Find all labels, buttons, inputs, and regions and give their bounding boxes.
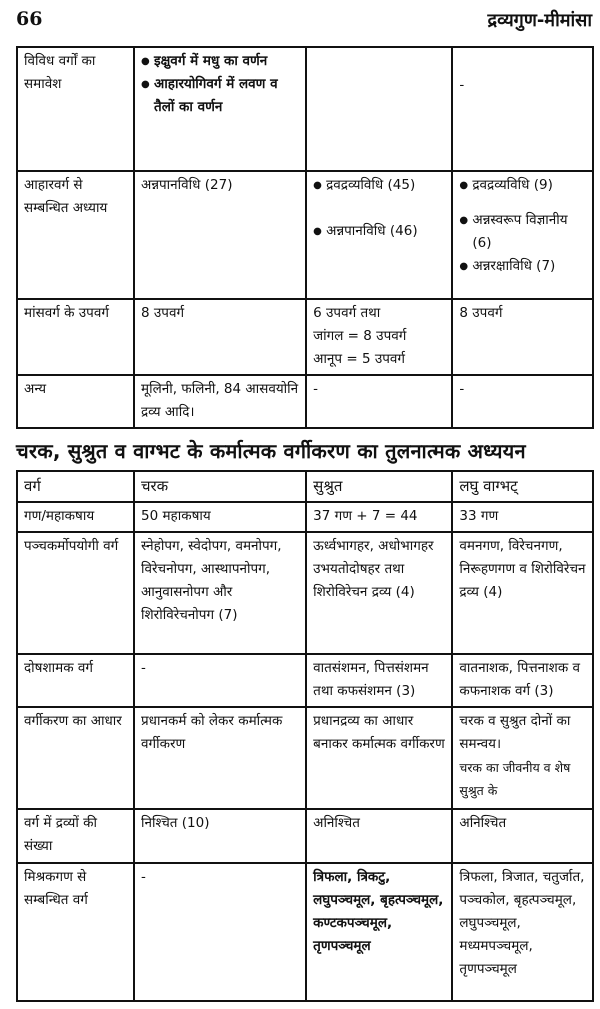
column-header: वर्ग xyxy=(17,471,134,502)
row-label: मांसवर्ग के उपवर्ग xyxy=(17,299,134,375)
cell-line: चरक का जीवनीय व शेष सुश्रुत के xyxy=(459,760,571,798)
vagbhat-cell: - xyxy=(452,47,593,171)
table-row xyxy=(17,299,593,375)
charak-cell: - xyxy=(134,863,306,1001)
charak-cell: निश्चित (10) xyxy=(134,809,306,863)
section-title: चरक, सुश्रुत व वाग्भट के कर्मात्मक वर्गीकरण का तुलनात्मक अध्ययन xyxy=(16,439,526,463)
page-number: 66 xyxy=(16,8,43,30)
row-label: वर्गीकरण का आधार xyxy=(17,707,134,809)
table-row xyxy=(17,654,593,707)
row-label: दोषशामक वर्ग xyxy=(17,654,134,707)
sushrut-cell xyxy=(306,47,452,171)
table-row xyxy=(17,809,593,863)
comparison-table-karma xyxy=(16,470,594,1002)
charak-cell: 50 महाकषाय xyxy=(134,502,306,532)
table-row xyxy=(17,532,593,654)
table-row xyxy=(17,502,593,532)
list-item: ● आहारयोगिवर्ग में लवण व तैलों का वर्णन xyxy=(141,73,299,119)
charak-cell xyxy=(134,47,306,171)
sushrut-cell: 37 गण + 7 = 44 xyxy=(306,502,452,532)
charak-cell: 8 उपवर्ग xyxy=(134,299,306,375)
vagbhat-cell: त्रिफला, त्रिजात, चतुर्जात, पञ्चकोल, बृहत्पञ्चमूल, लघुपञ्चमूल, मध्यमपञ्चमूल, तृणपञ्चमूल xyxy=(452,863,593,1001)
sushrut-cell: ऊर्ध्वभागहर, अधोभागहर उभयतोदोषहर तथा शिरोविरेचन द्रव्य (4) xyxy=(306,532,452,654)
charak-cell: प्रधानकर्म को लेकर कर्मात्मक वर्गीकरण xyxy=(134,707,306,809)
vagbhat-cell: - xyxy=(452,375,593,428)
cell-line: चरक व सुश्रुत दोनों का समन्वय। xyxy=(459,713,571,752)
row-label: मिश्रकगण से सम्बन्धित वर्ग xyxy=(17,863,134,1001)
vagbhat-cell: अनिश्चित xyxy=(452,809,593,863)
cell-line: 6 उपवर्ग तथा xyxy=(313,305,381,321)
row-label: गण/महाकषाय xyxy=(17,502,134,532)
sushrut-cell: प्रधानद्रव्य का आधार बनाकर कर्मात्मक वर्गीकरण xyxy=(306,707,452,809)
list-item: ● अन्नरक्षाविधि (7) xyxy=(459,255,586,278)
list-item: ● अन्नपानविधि (46) xyxy=(313,220,445,243)
charak-cell: - xyxy=(134,654,306,707)
row-label: विविध वर्गों का समावेश xyxy=(17,47,134,171)
cell-line: जांगल = 8 उपवर्ग xyxy=(313,328,407,344)
sushrut-cell: वातसंशमन, पित्तसंशमन तथा कफसंशमन (3) xyxy=(306,654,452,707)
charak-cell: अन्नपानविधि (27) xyxy=(134,171,306,299)
vagbhat-cell: वमनगण, विरेचनगण, निरूहणगण व शिरोविरेचन द्रव्य (4) xyxy=(452,532,593,654)
row-label: वर्ग में द्रव्यों की संख्या xyxy=(17,809,134,863)
vagbhat-cell xyxy=(452,707,593,809)
vagbhat-cell: वातनाशक, पित्तनाशक व कफनाशक वर्ग (3) xyxy=(452,654,593,707)
table-row xyxy=(17,707,593,809)
row-label: आहारवर्ग से सम्बन्धित अध्याय xyxy=(17,171,134,299)
row-label: पञ्चकर्मोपयोगी वर्ग xyxy=(17,532,134,654)
list-item: ● द्रवद्रव्यविधि (45) xyxy=(313,174,445,197)
list-item: ● द्रवद्रव्यविधि (9) xyxy=(459,174,586,197)
page-header xyxy=(16,8,592,34)
sushrut-cell: त्रिफला, त्रिकटु, लघुपञ्चमूल, बृहत्पञ्चमूल, कण्टकपञ्चमूल, तृणपञ्चमूल xyxy=(306,863,452,1001)
comparison-table-diet xyxy=(16,46,594,429)
table-row xyxy=(17,863,593,1001)
cell-line: आनूप = 5 उपवर्ग xyxy=(313,351,406,367)
running-title: द्रव्यगुण-मीमांसा xyxy=(487,10,592,31)
vagbhat-cell: 8 उपवर्ग xyxy=(452,299,593,375)
table-row xyxy=(17,171,593,299)
table-row xyxy=(17,375,593,428)
sushrut-cell xyxy=(306,299,452,375)
sushrut-cell xyxy=(306,171,452,299)
charak-cell: स्नेहोपग, स्वेदोपग, वमनोपग, विरेचनोपग, आस्थापनोपग, आनुवासनोपग और शिरोविरेचनोपग (7) xyxy=(134,532,306,654)
column-header: सुश्रुत xyxy=(306,471,452,502)
charak-cell: मूलिनी, फलिनी, 84 आसवयोनि द्रव्य आदि। xyxy=(134,375,306,428)
table-row xyxy=(17,47,593,171)
vagbhat-cell xyxy=(452,171,593,299)
column-header: चरक xyxy=(134,471,306,502)
column-header: लघु वाग्भट् xyxy=(452,471,593,502)
table-header-row xyxy=(17,471,593,502)
sushrut-cell: - xyxy=(306,375,452,428)
sushrut-cell: अनिश्चित xyxy=(306,809,452,863)
list-item: ● इक्षुवर्ग में मधु का वर्णन xyxy=(141,50,299,73)
row-label: अन्य xyxy=(17,375,134,428)
list-item: ● अन्नस्वरूप विज्ञानीय (6) xyxy=(459,209,586,255)
vagbhat-cell: 33 गण xyxy=(452,502,593,532)
